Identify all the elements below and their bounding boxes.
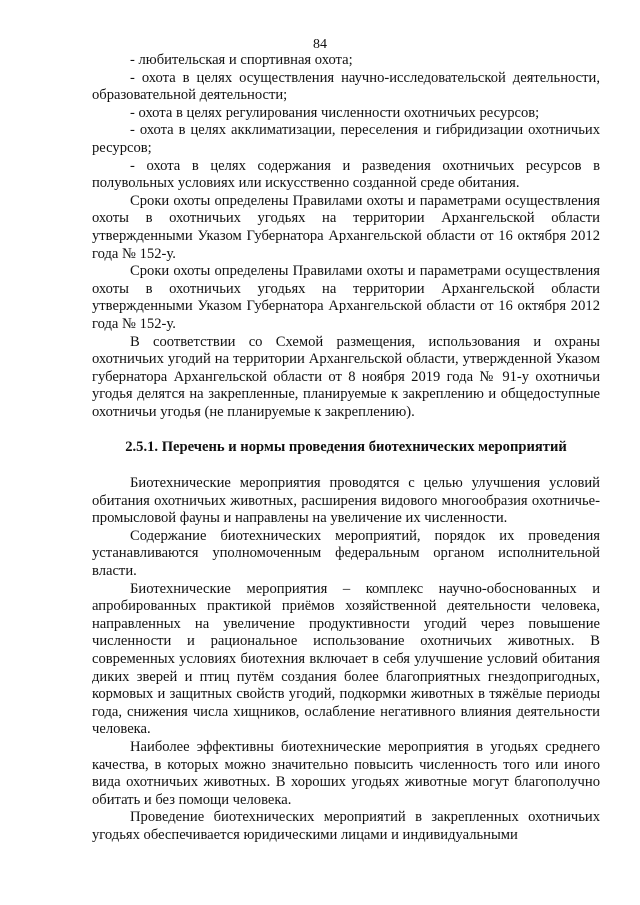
list-item: - охота в целях содержания и разведения охотничьих ресурсов в полувольных условиях или искусственно созданной среде обитания. (92, 157, 600, 192)
paragraph: В соответствии со Схемой размещения, использования и охраны охотничьих угодий на территории Архангельской области, утвержденной Указом губернатора Архангельской области от 8 ноября 2019 года № 91-у охотничьи угодья делятся на закрепленные, планируемые к закреплению и общедоступные охотничьи угодья (не планируемые к закреплению). (92, 333, 600, 420)
paragraph: Проведение биотехнических мероприятий в закрепленных охотничьих угодьях обеспечивается юридическими лицами и индивидуальными (92, 809, 600, 843)
section-heading: 2.5.1. Перечень и нормы проведения биотехнических мероприятий (125, 439, 567, 456)
list-item: - любительская и спортивная охота; (130, 52, 353, 68)
list-item: - охота в целях осуществления научно-исследовательской деятельности, образовательной деятельности; (92, 69, 600, 104)
paragraph: Сроки охоты определены Правилами охоты и параметрами осуществления охоты в охотничьих угодьях на территории Архангельской области утвержденными Указом Губернатора Архангельской области от 16 октября 2012 года № 152-у. (92, 263, 600, 332)
paragraph: Содержание биотехнических мероприятий, порядок их проведения устанавливаются уполномоченным федеральным органом исполнительной власти. (92, 527, 600, 580)
paragraph: Биотехнические мероприятия проводятся с целью улучшения условий обитания охотничьих животных, расширения видового многообразия охотничье-промысловой фауны и направлены на увеличение их численности. (92, 475, 600, 527)
paragraph: Наиболее эффективны биотехнические мероприятия в угодьях среднего качества, в которых можно значительно повысить численность того или иного вида охотничьих животных. В хороших угодьях животные могут благополучно обитать и без помощи человека. (92, 738, 600, 808)
list-item: - охота в целях регулирования численности охотничьих ресурсов; (130, 104, 540, 121)
list-item: - охота в целях акклиматизации, переселения и гибридизации охотничьих ресурсов; (92, 122, 600, 156)
page-number: 84 (313, 37, 327, 52)
paragraph: Биотехнические мероприятия – комплекс научно-обоснованных и апробированных практикой приёмов хозяйственной деятельности человека, направленных на увеличение продуктивности угодий через повышение численности и рациональное использование охотничьих животных. В современных условиях биотехния включает в себя улучшение условий обитания диких зверей и птиц путём создания более благоприятных гнездопригодных, кормовых и защитных свойств угодий, подкормки животных в тяжёлые периоды года, снижения числа хищников, ослабление негативного влияния деятельности человека. (92, 580, 600, 738)
document-body (92, 52, 600, 845)
paragraph: Сроки охоты определены Правилами охоты и параметрами осуществления охоты в охотничьих угодьях на территории Архангельской области утвержденными Указом Губернатора Архангельской области от 16 октября 2012 года № 152-у. (92, 192, 600, 262)
